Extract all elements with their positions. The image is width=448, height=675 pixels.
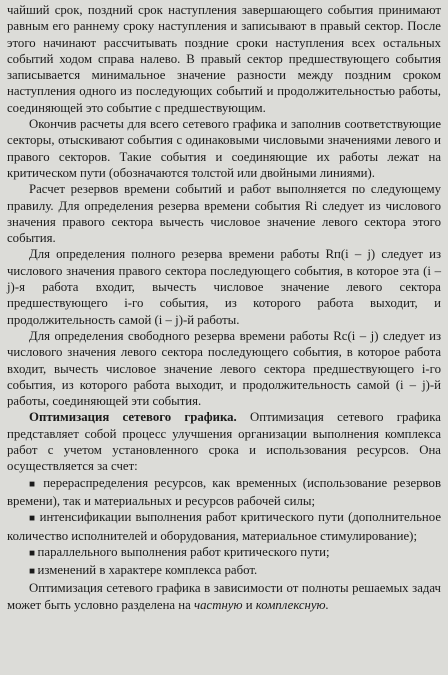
optimization-paragraph xyxy=(7,409,441,474)
optimization-heading: Оптимизация сетевого графика. xyxy=(29,410,237,425)
paragraph-5: Для определения свободного резерва времени работы Rc(i – j) следует из числового значения левого сектора последующего события, в которое работа входит, вычесть числовое значение левого сектора предшествующего i-го события, из которого работа выходит, и продолжительность самой (i – j)-й работы, соединяющей эти события. xyxy=(7,328,441,409)
closing-text: Оптимизация сетевого графика в зависимости от полноты решаемых задач может быть условно разделена на xyxy=(7,581,441,612)
bullet-item-1: ■ перераспределения ресурсов, как временных (использование резервов времени), так и материальных и ресурсов рабочей силы; xyxy=(7,475,441,510)
bullet-item-3: ■ параллельного выполнения работ критического пути; xyxy=(7,544,441,562)
paragraph-2: Окончив расчеты для всего сетевого графика и заполнив соответствующие секторы, отыскивают события с одинаковыми числовыми значениями левого и правого секторов. Такие события и соединяющие их работы лежат на критическом пути (обозначаются толстой или двойными линиями). xyxy=(7,117,441,180)
bullet-item-4: ■ изменений в характере комплекса работ. xyxy=(7,562,441,580)
closing-conj: и xyxy=(245,597,253,612)
paragraph-1: чайший срок, поздний срок наступления завершающего события принимают равным его раннему сроку наступления и записывают в правый сектор. После этого начинают рассчитывать поздние сроки наступления всех остальных событий ходом справа налево. В правый сектор предшествующего события записывается минимальное значение разности между поздним сроком наступления одного из последующих событий и продолжительностью работы, соединяющей это событие с предшествующим. xyxy=(7,3,441,115)
bullet-item-2: ■ интенсификации выполнения работ критического пути (дополнительное количество исполнителей и оборудования, материальное стимулирование); xyxy=(7,509,441,544)
optimization-text: Оптимизация сетевого графика представляет собой процесс улучшения организации выполнения комплекса работ с учетом установленного срока и использования ресурсов. Она осуществляется за счет: xyxy=(7,410,441,474)
paragraph-4: Для определения полного резерва времени работы Rп(i – j) следует из числового значения правого сектора последующего события, в которое эта (i – j)-я работа входит, вычесть числовое значение левого сектора предшествующего i-го события, из которого работа выходит, и продолжительность самой (i – j)-й работы. xyxy=(7,247,441,327)
closing-paragraph xyxy=(7,580,441,613)
term-complex: комплексную. xyxy=(255,597,329,612)
paragraph-3: Расчет резервов времени событий и работ выполняется по следующему правилу. Для определения резерва времени события Ri следует из числового значения правого сектора вычесть числовое значение левого сектора этого события. xyxy=(7,182,441,246)
term-partial: частную xyxy=(194,597,243,612)
